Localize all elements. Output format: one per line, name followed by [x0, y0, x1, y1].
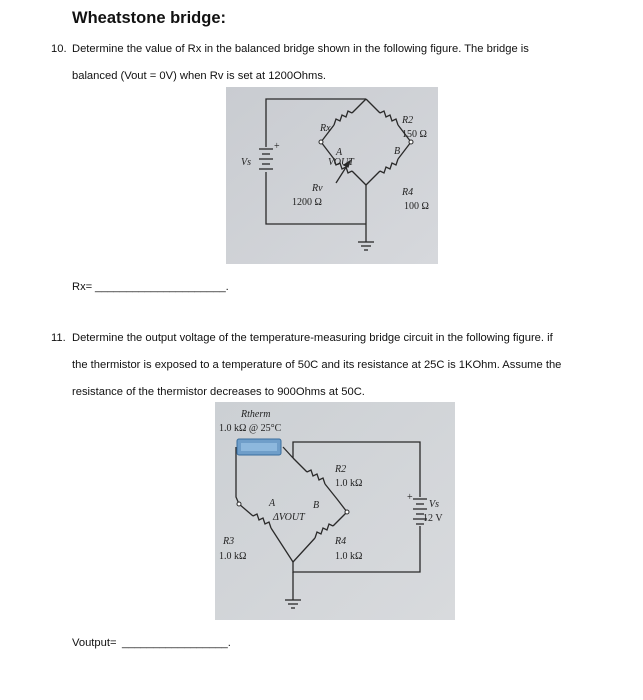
q10-vs-label: Vs	[241, 157, 251, 168]
q11-figure	[215, 402, 455, 620]
q10-r4-value: 100 Ω	[404, 201, 429, 212]
q11-rtherm-value: 1.0 kΩ @ 25°C	[219, 423, 282, 434]
q10-vs-plus: +	[274, 141, 280, 152]
q10-rv-value: 1200 Ω	[292, 197, 322, 208]
q11-line2: the thermistor is exposed to a temperature of 50C and its resistance at 25C is 1KOhm. Assume the	[72, 359, 562, 371]
q10-node-a: A	[336, 147, 343, 158]
q10-vout-label: VOUT	[328, 157, 354, 168]
q11-line1: Determine the output voltage of the temperature-measuring bridge circuit in the following figure. if	[72, 332, 553, 344]
q10-r4-label: R4	[402, 187, 414, 198]
q11-vs-value: 12 V	[423, 513, 443, 524]
q11-vout-label: ΔVOUT	[273, 512, 305, 523]
q10-line1: Determine the value of Rx in the balanced bridge shown in the following figure. The bridge is	[72, 43, 529, 55]
q10-answer-blank[interactable]: _____________________.	[95, 281, 229, 293]
q11-line3: resistance of the thermistor decreases to 900Ohms at 50C.	[72, 386, 365, 398]
q10-rx-label: Rx	[320, 123, 331, 134]
q10-r2-value: 150 Ω	[402, 129, 427, 140]
q11-r3-label: R3	[223, 536, 235, 547]
q11-r4-value: 1.0 kΩ	[335, 551, 363, 562]
q11-vs-plus: +	[407, 492, 413, 503]
q11-answer-blank[interactable]: _________________.	[122, 637, 231, 649]
q11-node-b: B	[313, 500, 320, 511]
q11-answer-label: Voutput=	[72, 637, 117, 649]
q11-r2-label: R2	[335, 464, 347, 475]
q11-number: 11.	[51, 332, 66, 344]
q11-r2-value: 1.0 kΩ	[335, 478, 363, 489]
q11-r4-label: R4	[335, 536, 347, 547]
q10-r2-label: R2	[402, 115, 414, 126]
q11-rtherm-label: Rtherm	[241, 409, 271, 420]
q10-figure	[226, 87, 438, 264]
q10-line2: balanced (Vout = 0V) when Rv is set at 1200Ohms.	[72, 70, 327, 82]
q10-answer-label: Rx=	[72, 281, 93, 293]
q11-node-a: A	[269, 498, 276, 509]
q11-vs-label: Vs	[429, 499, 439, 510]
q11-r3-value: 1.0 kΩ	[219, 551, 247, 562]
q10-node-b: B	[394, 146, 401, 157]
q10-rv-label: Rv	[312, 183, 323, 194]
page-title: Wheatstone bridge:	[72, 9, 227, 27]
q10-number: 10.	[51, 43, 67, 55]
